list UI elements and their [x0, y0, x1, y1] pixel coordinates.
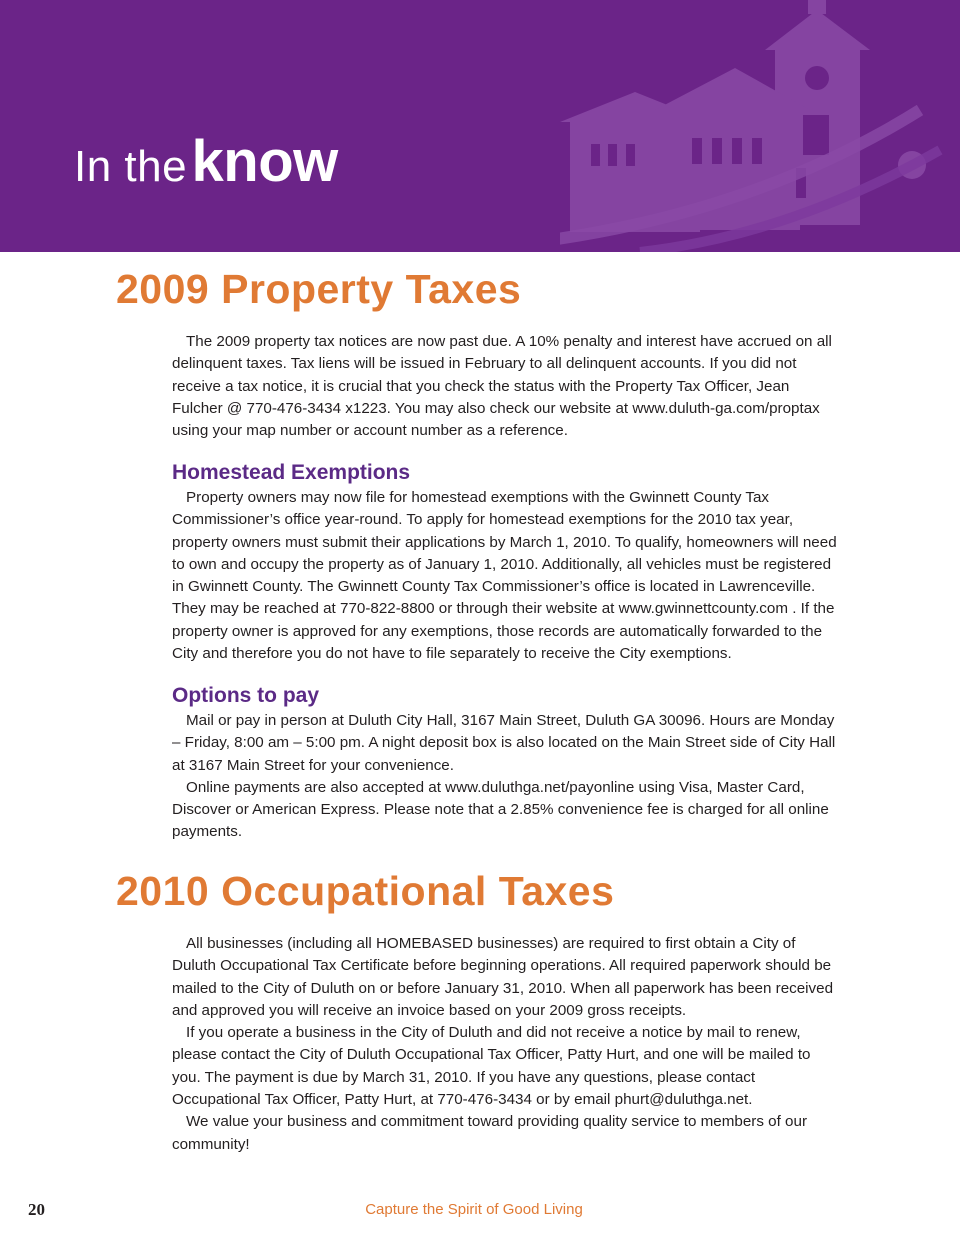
- occupational-taxes-heading: 2010 Occupational Taxes: [116, 868, 615, 914]
- paragraph: The 2009 property tax notices are now past due. A 10% penalty and interest have accrued on all delinquent taxes. Tax liens will be issued in February to all delinquent accounts. If you did not receive a tax notice, it is crucial that you check the status with the Property Tax Officer, Jean Fulcher @ 770-476-3434 x1223. You may also check our website at www.duluth-ga.com/proptax using your map number or account number as a reference.: [172, 333, 832, 440]
- footer-tagline: Capture the Spirit of Good Living: [365, 1201, 583, 1218]
- page-number: 20: [28, 1200, 45, 1219]
- options-heading: Options to pay: [172, 684, 319, 707]
- paragraph: All businesses (including all HOMEBASED businesses) are required to first obtain a City of Duluth Occupational Tax Certificate before beginning operations. All required paperwork should be mailed to the City of Duluth on or before January 31, 2010. When all paperwork has been received and approved you will receive an invoice based on your 2009 gross receipts.: [172, 935, 834, 1019]
- property-taxes-body: [172, 331, 840, 442]
- homestead-body: [172, 487, 840, 665]
- options-body: [172, 710, 840, 844]
- banner-title: [74, 128, 338, 195]
- paragraph: Property owners may now file for homestead exemptions with the Gwinnett County Tax Commissioner’s office year-round. To apply for homestead exemptions for the 2010 tax year, property owners must submit their applications by March 1, 2010. To qualify, homeowners will need to own and occupy the property as of January 1, 2010. Additionally, all vehicles must be registered in Gwinnett County. The Gwinnett County Tax Commissioner’s office is located in Lawrenceville. They may be reached at 770-822-8800 or through their website at www.gwinnettcounty.com . If the property owner is approved for any exemptions, those records are automatically forwarded to the City and therefore you do not have to file separately to receive the City exemptions.: [172, 489, 837, 663]
- city-hall-illustration: [560, 0, 960, 252]
- banner-title-bold: know: [191, 129, 338, 194]
- header-banner: [0, 0, 960, 252]
- paragraph: Mail or pay in person at Duluth City Hall, 3167 Main Street, Duluth GA 30096. Hours are Monday – Friday, 8:00 am – 5:00 pm. A night deposit box is also located on the Main Street side of City Hall at 3167 Main Street for your convenience.: [172, 712, 836, 774]
- banner-title-light: In the: [74, 142, 188, 191]
- homestead-heading: Homestead Exemptions: [172, 461, 411, 484]
- paragraph: If you operate a business in the City of Duluth and did not receive a notice by mail to renew, please contact the City of Duluth Occupational Tax Officer, Patty Hurt, and one will be mailed to you. The payment is due by March 31, 2010. If you have any questions, please contact Occupational Tax Officer, Patty Hurt, at 770-476-3434 or by email phurt@duluthga.net.: [172, 1024, 811, 1109]
- occupational-taxes-body: [172, 933, 840, 1156]
- paragraph: Online payments are also accepted at www.duluthga.net/payonline using Visa, Master Card, Discover or American Express. Please note that a 2.85% convenience fee is charged for all online payments.: [172, 778, 829, 841]
- property-taxes-heading: 2009 Property Taxes: [116, 266, 522, 312]
- paragraph: We value your business and commitment toward providing quality service to members of our community!: [172, 1113, 807, 1153]
